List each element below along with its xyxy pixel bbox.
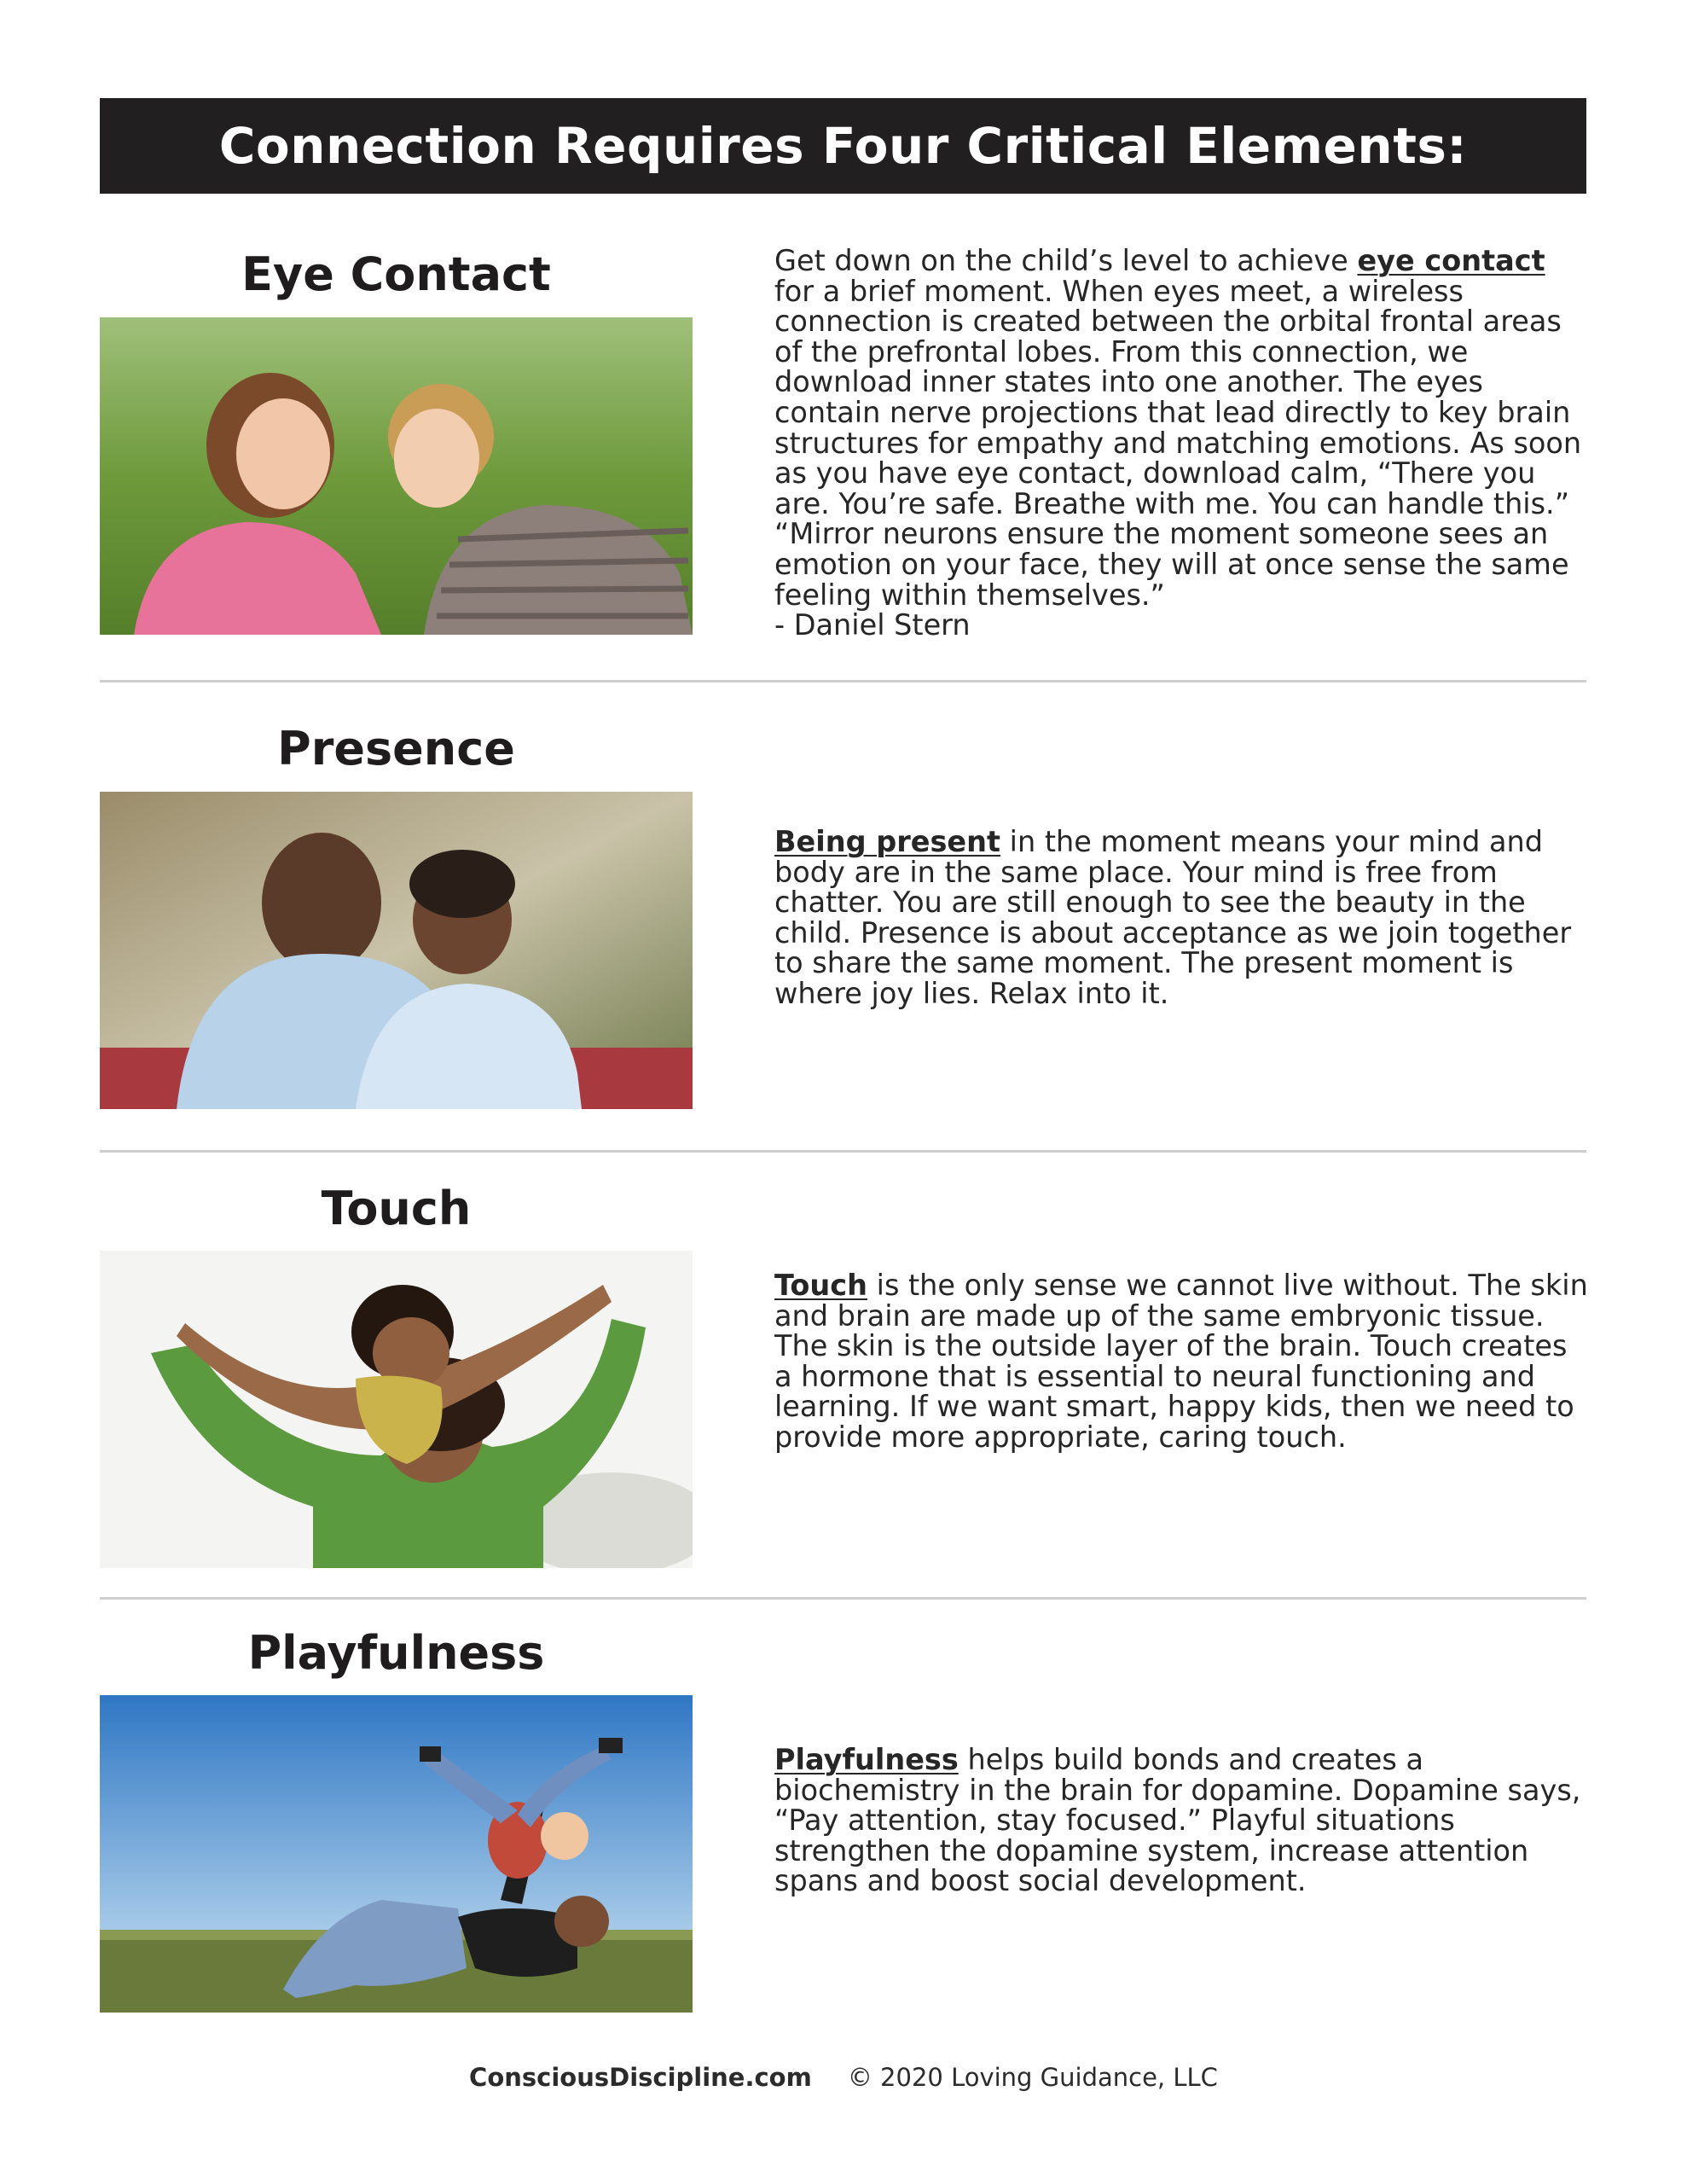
keyword-playfulness: Playfulness	[774, 1743, 959, 1776]
section-divider	[100, 1597, 1586, 1600]
footer-site-link[interactable]: ConsciousDiscipline.com	[469, 2063, 812, 2092]
section-heading: Touch	[321, 1182, 472, 1235]
quote-attribution: - Daniel Stern	[774, 608, 971, 642]
keyword-being-present: Being present	[774, 825, 1000, 858]
page-banner	[100, 98, 1586, 194]
paragraph-rest: helps build bonds and creates a biochemistry in the brain for dopamine. Dopamine says, “Pay attention, stay focused.” Playful situations strengthen the dopamine system, increase attention spans and boost social development.	[774, 1743, 1581, 1898]
section-divider	[100, 1150, 1586, 1153]
playfulness-photo	[100, 1695, 693, 2013]
paragraph-rest: in the moment means your mind and body are in the same place. Your mind is free from chatter. You are still enough to see the beauty in the child. Presence is about acceptance as we join together to share the same moment. The present moment is where joy lies. Relax into it.	[774, 825, 1572, 1010]
eye-contact-text	[774, 246, 1589, 641]
footer-copyright: © 2020 Loving Guidance, LLC	[847, 2063, 1218, 2092]
paragraph-rest: is the only sense we cannot live without. The skin and brain are made up of the same embryonic tissue. The skin is the outside layer of the brain. Touch creates a hormone that is essential to neural functioning and learning. If we want smart, happy kids, then we need to provide more appropriate, caring touch.	[774, 1269, 1588, 1454]
presence-text	[774, 827, 1589, 1009]
banner-title: Connection Requires Four Critical Elements:	[218, 117, 1468, 175]
keyword-eye-contact: eye contact	[1357, 244, 1545, 277]
page-footer	[0, 2063, 1687, 2092]
paragraph-lead: Get down on the child’s level to achieve	[774, 244, 1358, 277]
touch-text	[774, 1270, 1589, 1453]
section-heading: Presence	[277, 722, 515, 775]
eye-contact-photo	[100, 317, 693, 635]
section-heading: Playfulness	[247, 1626, 545, 1680]
presence-photo	[100, 792, 693, 1109]
playfulness-text	[774, 1745, 1589, 1896]
section-heading: Eye Contact	[241, 247, 551, 301]
touch-photo	[100, 1251, 693, 1568]
section-divider	[100, 680, 1586, 682]
keyword-touch: Touch	[774, 1269, 867, 1302]
paragraph-rest: for a brief moment. When eyes meet, a wireless connection is created between the orbital frontal areas of the prefrontal lobes. From this connection, we download inner states into one another. The eyes contain nerve projections that lead directly to key brain structures for empathy and matching emotions. As soon as you have eye contact, download calm, “There you are. You’re safe. Breathe with me. You can handle this.” “Mirror neurons ensure the moment someone sees an emotion on your face, they will at once sense the same feeling within themselves.”	[774, 274, 1582, 612]
